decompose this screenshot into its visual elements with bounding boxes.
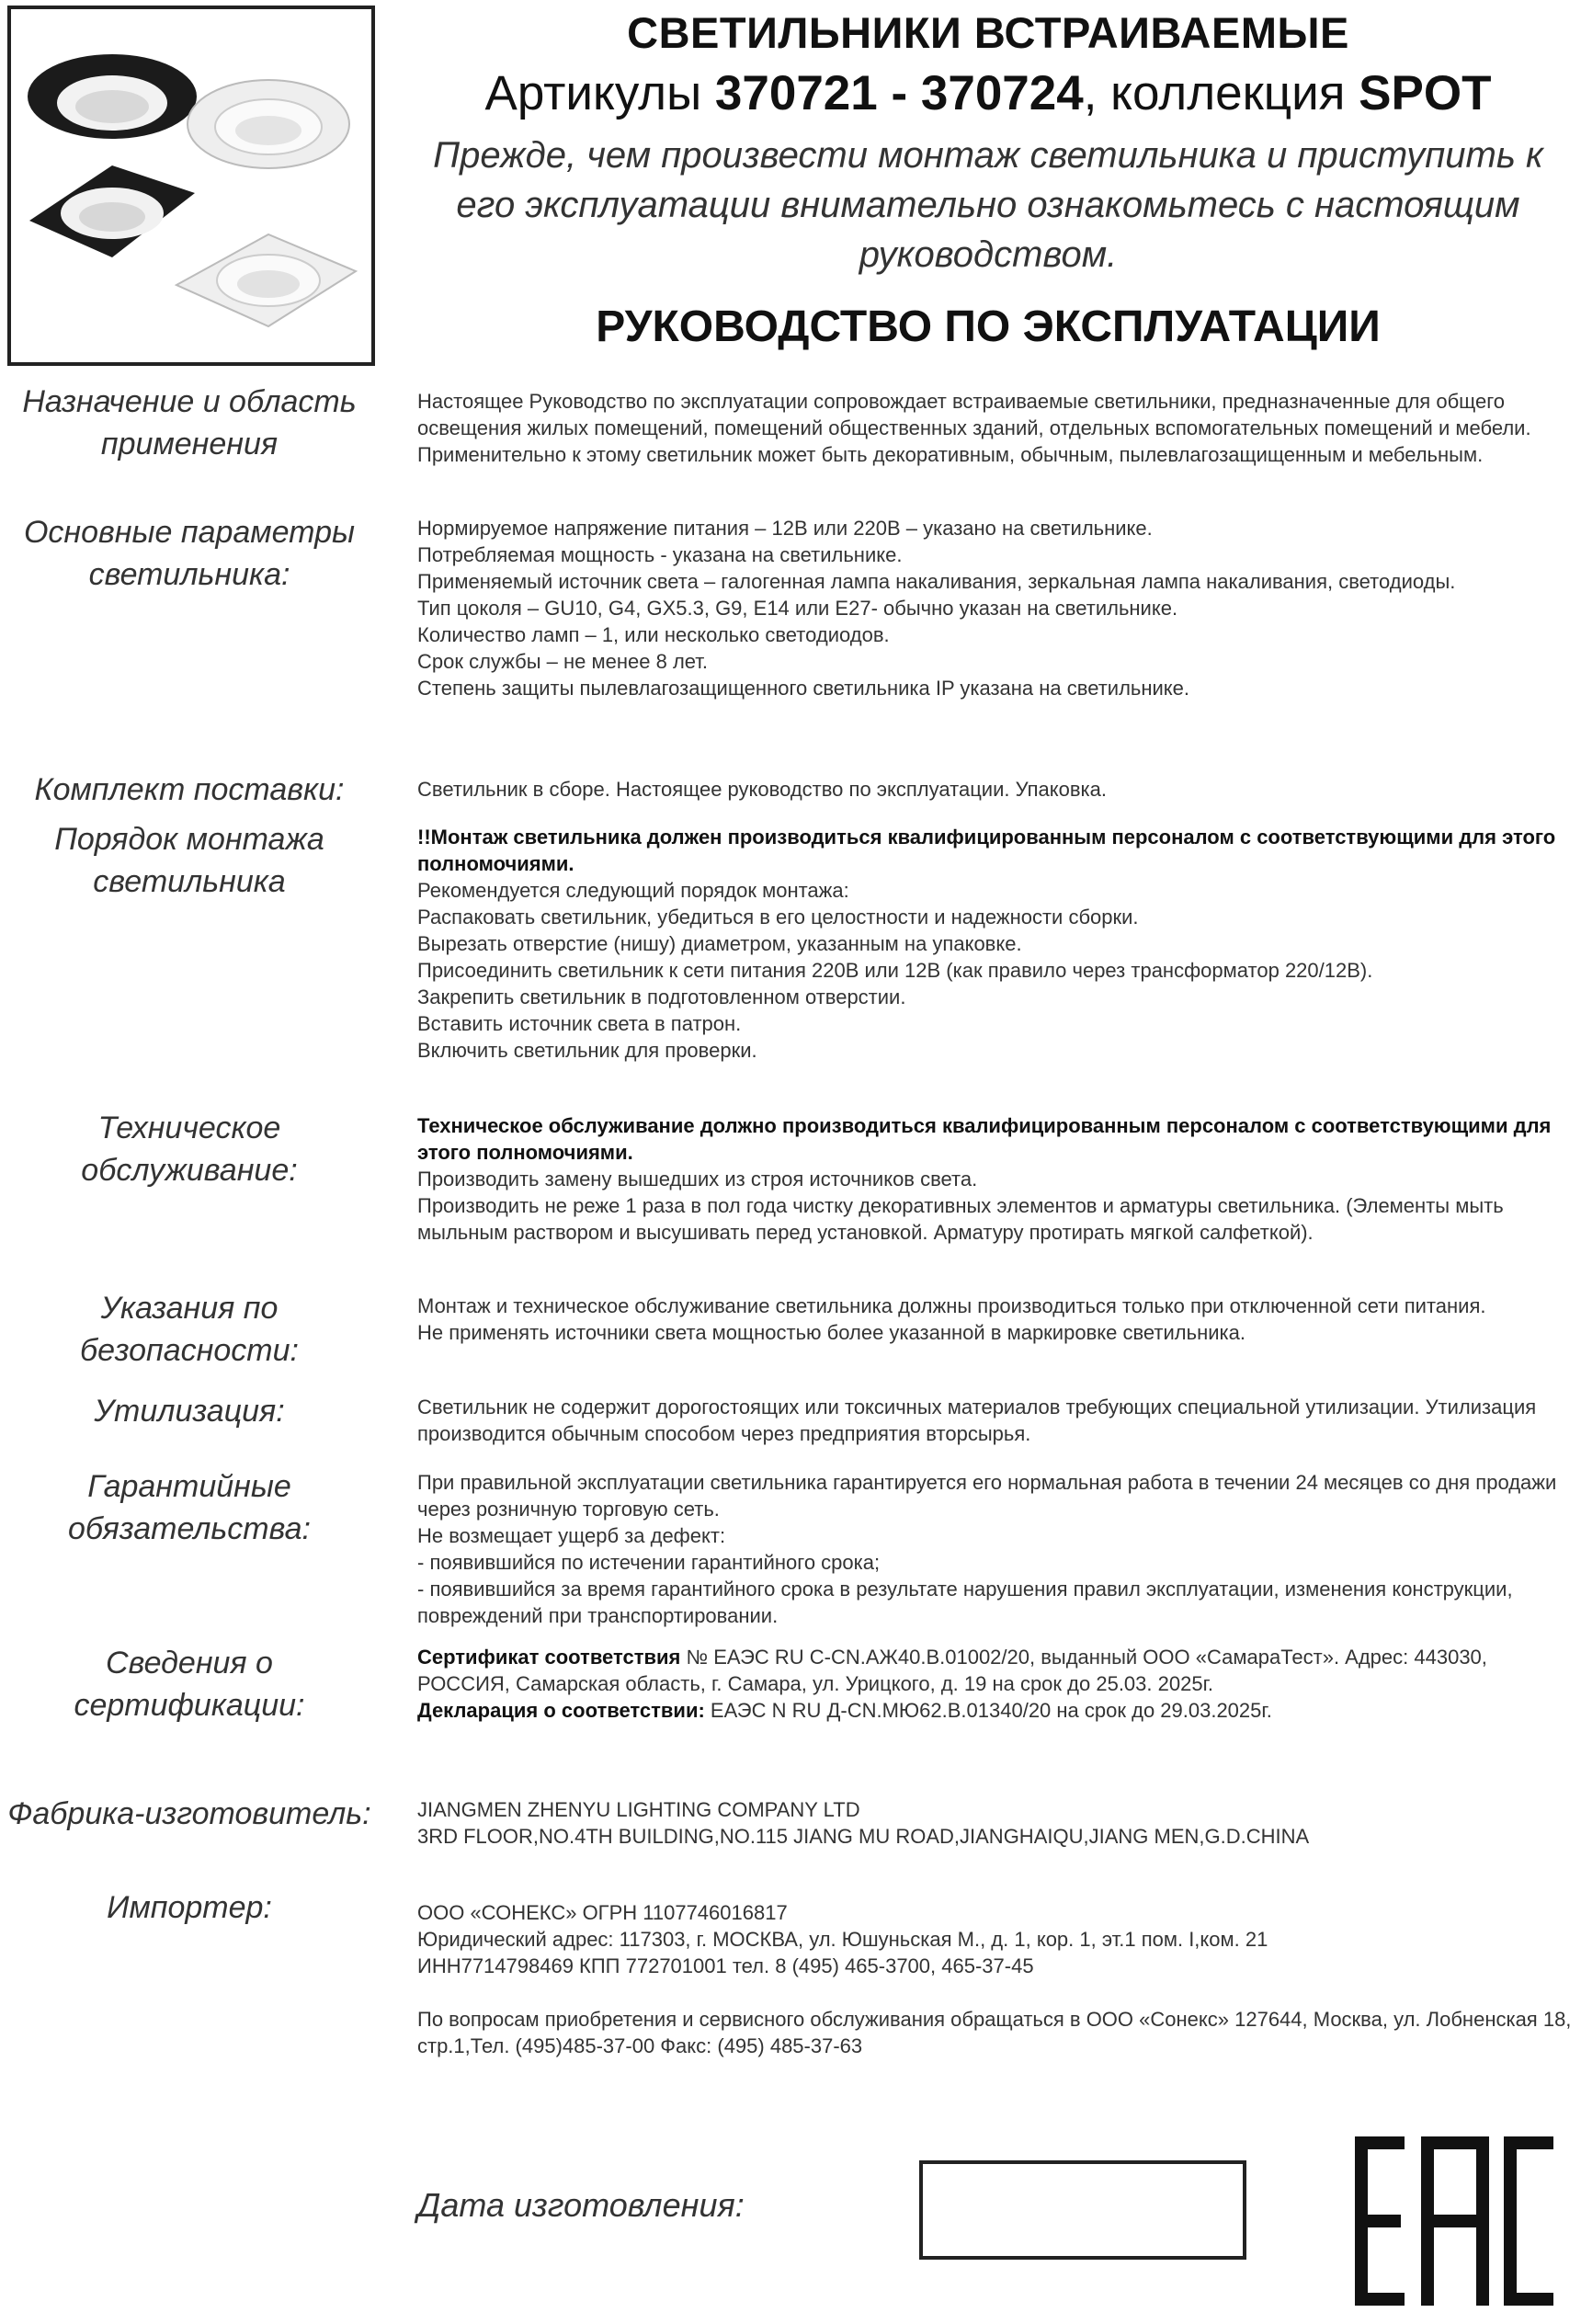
section-body: [417, 1394, 1574, 1447]
text-line: Нормируемое напряжение питания – 12В или 220В – указано на светильнике.: [417, 517, 1153, 540]
section-label: Импортер:: [107, 1890, 272, 1925]
text-line: ИНН7714798469 КПП 772701001 тел. 8 (495) 465-3700, 465-37-45: [417, 1954, 1034, 1977]
text-line: Степень защиты пылевлагозащищенного светильника IP указана на светильнике.: [417, 677, 1190, 700]
pre-install-warning: Прежде, чем произвести монтаж светильника и приступить к его эксплуатации внимательно ознакомьтесь с настоящим руководством.: [433, 135, 1543, 275]
articles-line: [395, 64, 1581, 123]
text-line: Производить замену вышедших из строя источников света.: [417, 1168, 978, 1190]
section-label: Гарантийные обязательства:: [68, 1469, 311, 1546]
section-label: Указания по безопасности:: [80, 1291, 299, 1368]
text-line: Светильник не содержит дорогостоящих или токсичных материалов требующих специальной утилизации. Утилизация производится обычным способом через предприятия вторсырья.: [417, 1396, 1537, 1445]
text-line: Не применять источники света мощностью более указанной в маркировке светильника.: [417, 1321, 1245, 1344]
text-line: ООО «СОНЕКС» ОГРН 1107746016817: [417, 1901, 788, 1924]
section-label: Утилизация:: [94, 1394, 285, 1429]
section-label: Назначение и область применения: [22, 384, 357, 461]
section-label: Техническое обслуживание:: [81, 1111, 298, 1188]
section-label: Фабрика-изготовитель:: [7, 1796, 371, 1831]
articles-prefix: Артикулы: [484, 66, 715, 120]
articles-numbers: 370721 - 370724: [714, 66, 1084, 120]
text-line: Количество ламп – 1, или несколько светодиодов.: [417, 623, 890, 646]
text-line: Закрепить светильник в подготовленном отверстии.: [417, 985, 906, 1008]
manufacture-date-box: [919, 2160, 1246, 2260]
text-line: Настоящее Руководство по эксплуатации сопровождает встраиваемые светильники, предназначенные для общего освещения жилых помещений, помещений общественных зданий, отдельных вспомогательных помещений и мебели. Применительно к этому светильник может быть декоративным, обычным, пылевлагозащищенным и мебельным.: [417, 390, 1531, 466]
text-line: При правильной эксплуатации светильника гарантируется его нормальная работа в течении 24 месяцев со дня продажи через розничную торговую сеть.: [417, 1471, 1557, 1521]
section-body: [417, 776, 1574, 803]
text-line: JIANGMEN ZHENYU LIGHTING COMPANY LTD: [417, 1798, 860, 1821]
section-body: [417, 1112, 1574, 1246]
section-label: Основные параметры светильника:: [23, 515, 356, 592]
eac-mark-icon: [1351, 2131, 1557, 2311]
section-label: Сведения о сертификации:: [74, 1646, 305, 1723]
maintenance-warning: Техническое обслуживание должно производиться квалифицированным персоналом с соответствующими для этого полномочиями.: [417, 1114, 1552, 1164]
text-line: Тип цоколя – GU10, G4, GX5.3, G9, E14 или E27- обычно указан на светильнике.: [417, 597, 1178, 620]
text-line: Срок службы – не менее 8 лет.: [417, 650, 709, 673]
manufacture-date-label: Дата изготовления:: [417, 2186, 745, 2224]
text-line: 3RD FLOOR,NO.4TH BUILDING,NO.115 JIANG MU ROAD,JIANGHAIQU,JIANG MEN,G.D.CHINA: [417, 1825, 1310, 1848]
product-photo: [7, 6, 375, 366]
section-body: [417, 1293, 1574, 1346]
text-line: Монтаж и техническое обслуживание светильника должны производиться только при отключенной сети питания.: [417, 1294, 1486, 1317]
text-line: Потребляемая мощность - указана на светильнике.: [417, 543, 903, 566]
section-body: [417, 1796, 1574, 1850]
text-line: Производить не реже 1 раза в пол года чистку декоративных элементов и арматуры светильника. (Элементы мыть мыльным раствором и высушивать перед установкой. Арматуру протирать мягкой салфеткой).: [417, 1194, 1504, 1244]
section-label: Порядок монтажа светильника: [54, 822, 324, 899]
collection-name: SPOT: [1359, 66, 1492, 120]
text-line: Включить светильник для проверки.: [417, 1039, 757, 1062]
section-body: [417, 824, 1574, 1064]
certificate-title: Сертификат соответствия: [417, 1646, 681, 1669]
text-line: Вставить источник света в патрон.: [417, 1012, 742, 1035]
section-body: [417, 1899, 1574, 2059]
document-title: СВЕТИЛЬНИКИ ВСТРАИВАЕМЫЕ: [627, 8, 1349, 57]
section-body: [417, 515, 1574, 701]
text-line: Светильник в сборе. Настоящее руководство по эксплуатации. Упаковка.: [417, 778, 1107, 801]
text-line: Присоединить светильник к сети питания 220В или 12В (как правило через трансформатор 220/12В).: [417, 959, 1373, 982]
text-line: Не возмещает ущерб за дефект:: [417, 1524, 726, 1547]
declaration-text: [417, 1697, 1574, 1724]
section-label: Комплект поставки:: [34, 772, 345, 807]
text-line: Рекомендуется следующий порядок монтажа:: [417, 879, 849, 902]
text-line: Вырезать отверстие (нишу) диаметром, указанным на упаковке.: [417, 932, 1022, 955]
text-line: Юридический адрес: 117303, г. МОСКВА, ул. Юшуньская М., д. 1, кор. 1, эт.1 пом. I,ком. 21: [417, 1928, 1268, 1951]
text-line: Применяемый источник света – галогенная лампа накаливания, зеркальная лампа накаливания, светодиоды.: [417, 570, 1456, 593]
collection-prefix: , коллекция: [1083, 66, 1359, 120]
section-body: [417, 1644, 1574, 1724]
installation-warning: !!Монтаж светильника должен производиться квалифицированным персоналом с соответствующими для этого полномочиями.: [417, 826, 1556, 875]
product-photo-illustration: [11, 9, 371, 362]
text-line: Распаковать светильник, убедиться в его целостности и надежности сборки.: [417, 906, 1139, 928]
text-line: - появившийся по истечении гарантийного срока;: [417, 1551, 881, 1574]
declaration-title: Декларация о соответствии:: [417, 1699, 705, 1722]
declaration-details: ЕАЭС N RU Д-CN.МЮ62.В.01340/20 на срок до 29.03.2025г.: [704, 1699, 1272, 1722]
document-header: [395, 0, 1581, 279]
text-line: - появившийся за время гарантийного срока в результате нарушения правил эксплуатации, изменения конструкции, повреждений при транспортировании.: [417, 1578, 1513, 1627]
text-line: По вопросам приобретения и сервисного обслуживания обращаться в ООО «Сонекс» 127644, Москва, ул. Лобненская 18, стр.1,Тел. (495)485-37-00 Факс: (495) 485-37-63: [417, 2008, 1572, 2057]
section-body: [417, 388, 1574, 468]
manual-title: РУКОВОДСТВО ПО ЭКСПЛУАТАЦИИ: [596, 302, 1381, 351]
certificate-details: № ЕАЭС RU С-CN.АЖ40.В.01002/20, выданный ООО «СамараТест». Адрес: 443030, РОССИЯ, Самарская область, г. Самара, ул. Урицкого, д. 19 на срок до 25.03. 2025г.: [417, 1646, 1487, 1695]
certificate-text: [417, 1644, 1574, 1697]
text-line: [417, 1979, 1574, 2006]
section-body: [417, 1469, 1574, 1629]
